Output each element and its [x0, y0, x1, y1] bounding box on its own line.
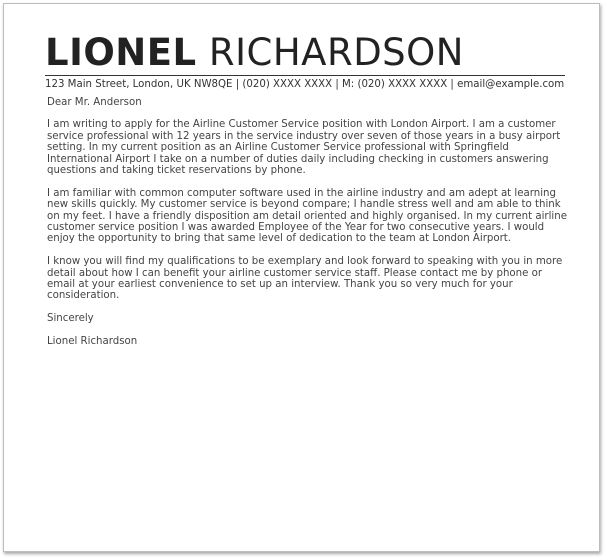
paragraph-closing: I know you will find my qualifications to be exemplary and look forward to speaking with you in more detail about how I can benefit your airline customer service staff. Please contact me by phone or email at your earliest convenience to set up an interview. Thank you so very much for your consideration. — [47, 256, 563, 302]
letter-body — [47, 97, 567, 358]
applicant-name — [45, 33, 565, 73]
contact-line: 123 Main Street, London, UK NW8QE | (020) XXXX XXXX | M: (020) XXXX XXXX | email@example.com — [45, 79, 565, 90]
letter-header — [45, 33, 565, 91]
header-divider — [45, 75, 565, 76]
paragraph-skills: I am familiar with common computer software used in the airline industry and am adept at learning new skills quickly. My customer service is beyond compare; I handle stress well and am able to think on my feet. I have a friendly disposition am detail oriented and highly organised. In my current airline customer service position I was awarded Employee of the Year for two consecutive years. I would enjoy the opportunity to bring that same level of dedication to the team at London Airport. — [47, 187, 567, 245]
signature-name: Lionel Richardson — [47, 335, 138, 347]
applicant-first-name: LIONEL — [45, 31, 197, 74]
salutation: Dear Mr. Anderson — [47, 97, 142, 108]
paragraph-intro: I am writing to apply for the Airline Customer Service position with London Airport. I am a customer service professional with 12 years in the service industry over seven of those years in a busy airport setting. In my current position as an Airline Customer Service professional with Springfield International Airport I take on a number of duties daily including checking in customers answering questions and taking ticket reservations by phone. — [47, 119, 561, 177]
complimentary-close: Sincerely — [47, 313, 94, 325]
letter-page — [3, 3, 600, 552]
applicant-last-name: RICHARDSON — [208, 31, 464, 74]
